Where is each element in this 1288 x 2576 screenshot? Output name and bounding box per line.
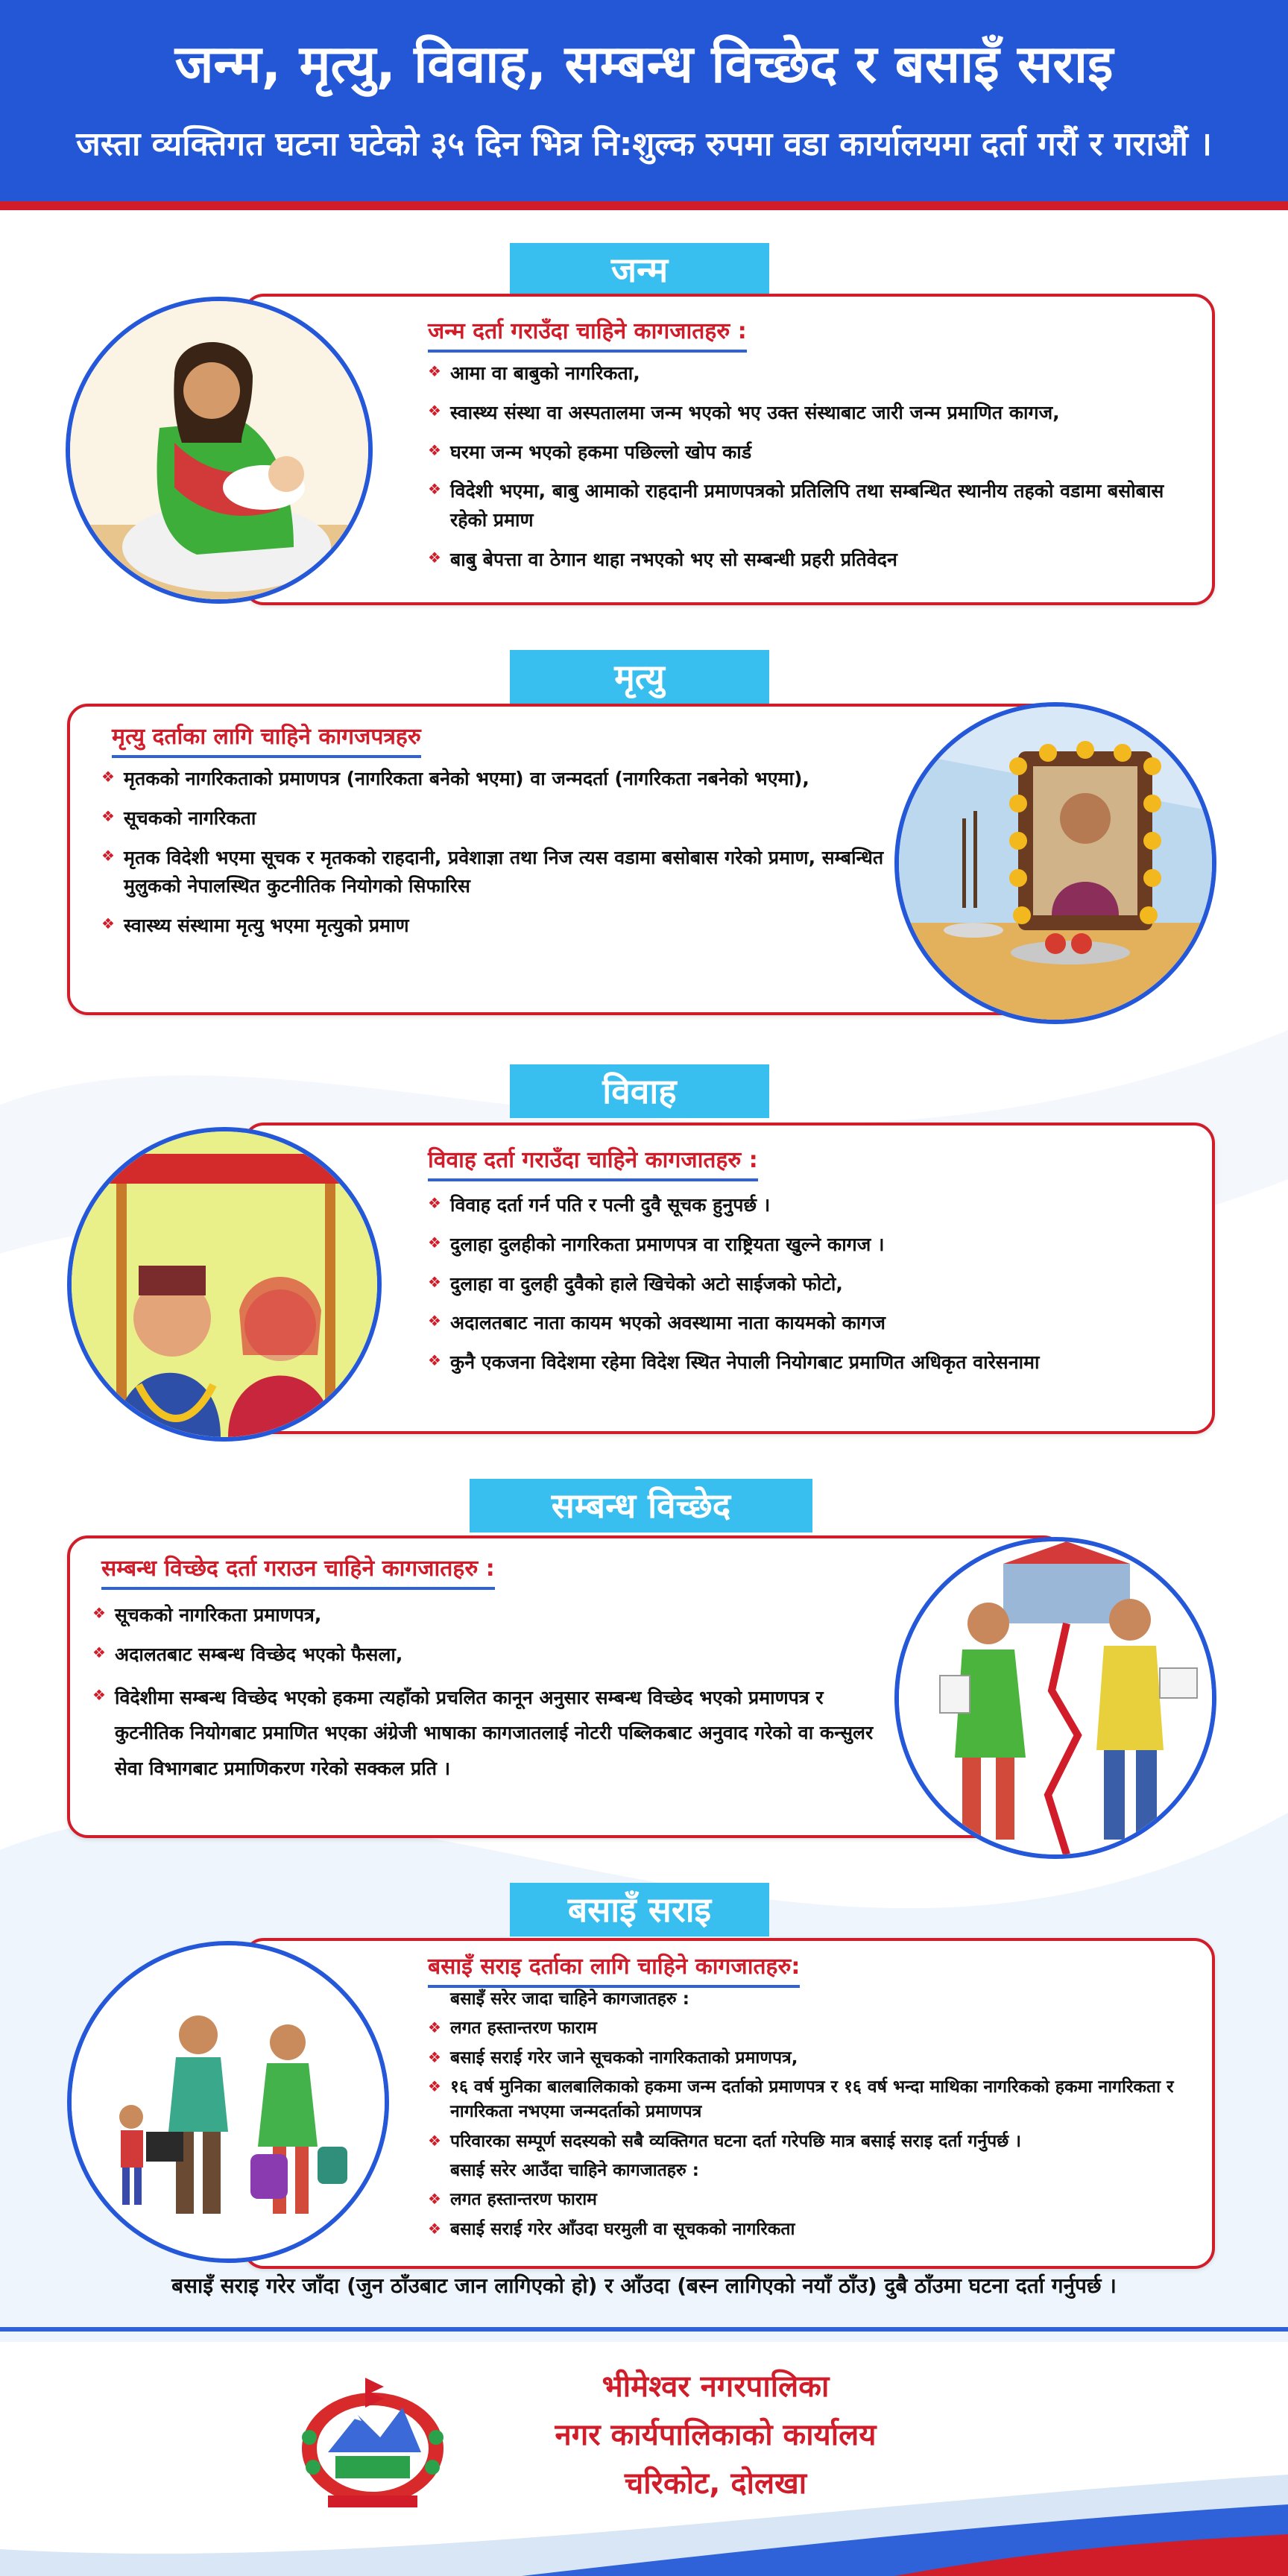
list-item: ❖ १६ वर्ष मुनिका बालबालिकाको हकमा जन्म दर्ताको प्रमाणपत्र र १६ वर्ष भन्दा माथिका नागरिकको हकमा नागरिकता र नागरिकता नभएमा जन्मदर्ताको प्रमाणपत्र [428, 2075, 1181, 2125]
migration-card-heading: बसाइँ सराइ दर्ताका लागि चाहिने कागजातहरु: [428, 1950, 800, 1988]
list-item: ❖ घरमा जन्म भएको हकमा पछिल्लो खोप कार्ड [428, 438, 1173, 467]
section-title-marriage: विवाह [510, 1064, 769, 1118]
list-item: ❖ दुलाहा दुलहीको नागरिकता प्रमाणपत्र वा राष्ट्रियता खुल्ने कागज । [428, 1231, 1181, 1260]
marriage-requirement-list [428, 1191, 1181, 1388]
page-subtitle: जस्ता व्यक्तिगत घटना घटेको ३५ दिन भित्र नि:शुल्क रुपमा वडा कार्यालयमा दर्ता गरौं र गराऔं । [76, 125, 1212, 163]
wedding-couple-illustration [67, 1127, 382, 1442]
migration-in-subheading: बसाई सरेर आउँदा चाहिने कागजातहरु : [450, 2161, 699, 2181]
list-item: ❖ आमा वा बाबुको नागरिकता, [428, 359, 1173, 388]
office-location: चरिकोट, दोलखा [624, 2466, 807, 2501]
list-item: ❖ स्वास्थ्य संस्थामा मृत्यु भएमा मृत्युको प्रमाण [101, 912, 891, 941]
list-item: ❖ मृतकको नागरिकताको प्रमाणपत्र (नागरिकता बनेको भएमा) वा जन्मदर्ता (नागरिकता नबनेको भएमा), [101, 765, 891, 794]
death-card-heading: मृत्यु दर्ताका लागि चाहिने कागजपत्रहरु [112, 720, 421, 758]
divorce-requirement-list [92, 1601, 875, 1796]
office-department: नगर कार्यपालिकाको कार्यालय [555, 2417, 877, 2452]
memorial-portrait-illustration [894, 702, 1216, 1024]
section-title-birth: जन्म [510, 243, 769, 297]
list-item: ❖ विवाह दर्ता गर्न पति र पत्नी दुवै सूचक हुनुपर्छ । [428, 1191, 1181, 1220]
migration-requirement-list [428, 1987, 1181, 2247]
family-relocating-illustration [67, 1941, 389, 2263]
list-item: ❖ परिवारका सम्पूर्ण सदस्यको सबै व्यक्तिगत घटना दर्ता गरेपछि मात्र बसाई सराइ दर्ता गर्नुपर्छ । [428, 2130, 1181, 2154]
nepal-government-emblem [291, 2363, 455, 2512]
section-title-migration: बसाइँ सराइ [510, 1883, 769, 1936]
death-requirement-list [101, 765, 891, 951]
list-item: ❖ अदालतबाट सम्बन्ध विच्छेद भएको फैसला, [92, 1641, 875, 1670]
section-title-death: मृत्यु [510, 650, 769, 704]
list-item: ❖ विदेशीमा सम्बन्ध विच्छेद भएको हकमा त्यहाँको प्रचलित कानून अनुसार सम्बन्ध विच्छेद भएको प्रमाणपत्र र कुटनीतिक नियोगबाट प्रमाणित भएका अंग्रेजी भाषाका कागजातलाई नोटरी पब्लिकबाट अनुवाद गरेको वा कन्सुलर सेवा विभागबाट प्रमाणिकरण गरेको सक्कल प्रति । [92, 1680, 875, 1787]
list-item: ❖ स्वास्थ्य संस्था वा अस्पतालमा जन्म भएको भए उक्त संस्थाबाट जारी जन्म प्रमाणित कागज, [428, 399, 1173, 428]
page-header [0, 0, 1288, 210]
list-item: ❖ बाबु बेपत्ता वा ठेगान थाहा नभएको भए सो सम्बन्धी प्रहरी प्रतिवेदन [428, 546, 1173, 575]
list-item: ❖ कुनै एकजना विदेशमा रहेमा विदेश स्थित नेपाली नियोगबाट प्रमाणित अधिकृत वारेसनामा [428, 1348, 1181, 1377]
list-item: ❖ बसाई सराई गरेर आँउदा घरमुली वा सूचकको नागरिकता [428, 2217, 1181, 2242]
marriage-requirements-card [243, 1123, 1215, 1434]
separated-couple-illustration [894, 1537, 1216, 1859]
list-item: ❖ अदालतबाट नाता कायम भएको अवस्थामा नाता कायमको कागज [428, 1309, 1181, 1338]
migration-out-subheading: बसाइँ सरेर जादा चाहिने कागजातहरु : [450, 1989, 689, 2009]
list-item: ❖ सूचकको नागरिकता [101, 804, 891, 833]
mother-and-baby-illustration [66, 297, 373, 604]
list-item: ❖ सूचकको नागरिकता प्रमाणपत्र, [92, 1601, 875, 1630]
list-item: ❖ विदेशी भएमा, बाबु आमाको राहदानी प्रमाणपत्रको प्रतिलिपि तथा सम्बन्धित स्थानीय तहको वडामा बसोबास रहेको प्रमाण [428, 477, 1173, 535]
divorce-card-heading: सम्बन्ध विच्छेद दर्ता गराउन चाहिने कागजातहरु : [101, 1552, 495, 1590]
footer-divider [0, 2327, 1288, 2332]
birth-requirements-card [243, 294, 1215, 605]
office-name: भीमेश्वर नगरपालिका [602, 2370, 830, 2404]
list-item: ❖ लगत हस्तान्तरण फाराम [428, 2016, 1181, 2041]
list-item: ❖ मृतक विदेशी भएमा सूचक र मृतकको राहदानी, प्रवेशाज्ञा तथा निज त्यस वडामा बसोबास गरेको प्रमाण, सम्बन्धित मुलुकको नेपालस्थित कुटनीतिक नियोगको सिफारिस [101, 844, 891, 902]
birth-requirement-list [428, 359, 1173, 585]
section-title-divorce: सम्बन्ध विच्छेद [470, 1479, 812, 1532]
office-address-block [455, 2363, 976, 2507]
list-item: ❖ लगत हस्तान्तरण फाराम [428, 2188, 1181, 2212]
migration-footnote: बसाइँ सराइ गरेर जाँदा (जुन ठाँउबाट जान लागिएको हो) र आँउदा (बस्न लागिएको नयाँ ठाँउ) दुबै ठाँउमा घटना दर्ता गर्नुपर्छ । [171, 2273, 1117, 2298]
birth-card-heading: जन्म दर्ता गराउँदा चाहिने कागजातहरु : [428, 315, 747, 353]
list-item: ❖ दुलाहा वा दुलही दुवैको हाले खिचेको अटो साईजको फोटो, [428, 1270, 1181, 1299]
list-item: ❖ बसाई सराई गरेर जाने सूचकको नागरिकताको प्रमाणपत्र, [428, 2046, 1181, 2071]
page-title: जन्म, मृत्यु, विवाह, सम्बन्ध विच्छेद र बसाइँ सराइ [174, 34, 1114, 95]
marriage-card-heading: विवाह दर्ता गराउँदा चाहिने कागजातहरु : [428, 1143, 758, 1181]
